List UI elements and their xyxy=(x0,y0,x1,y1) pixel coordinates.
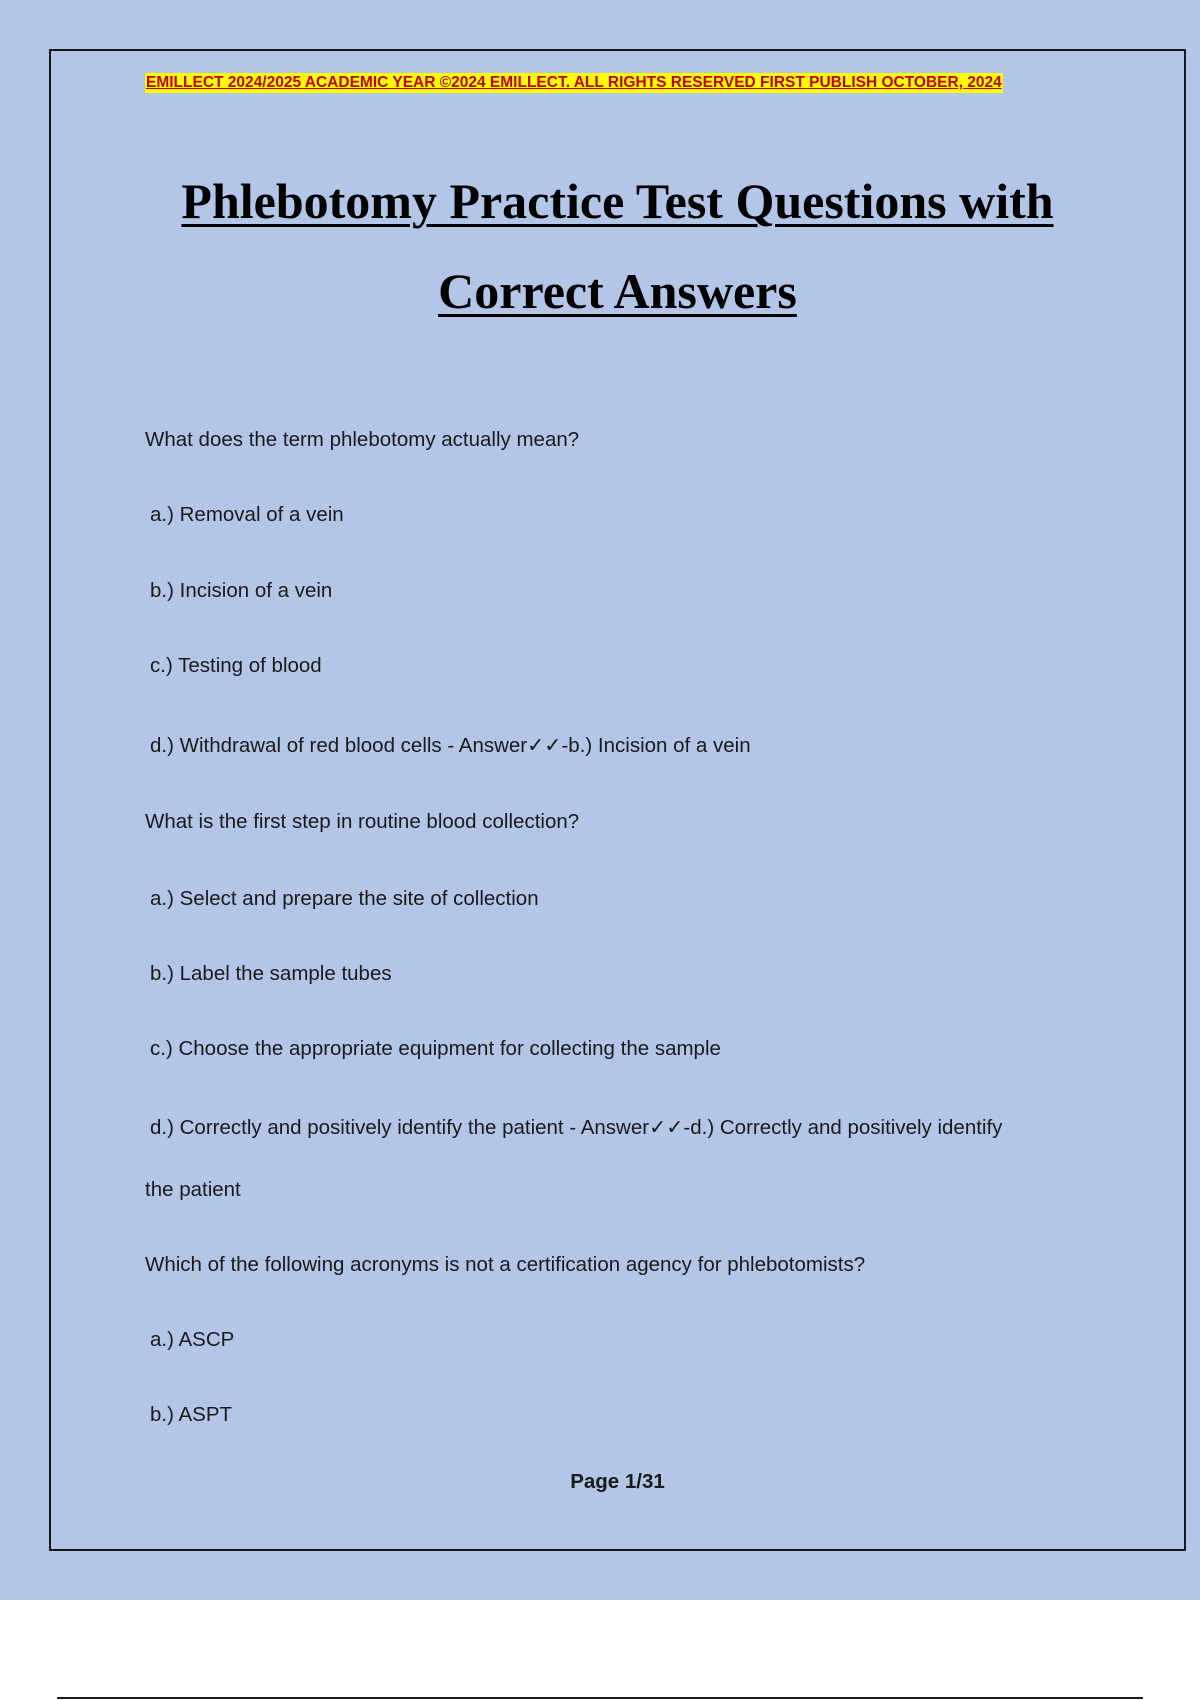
copyright-banner: EMILLECT 2024/2025 ACADEMIC YEAR ©2024 EMILLECT. ALL RIGHTS RESERVED FIRST PUBLISH OCTOBER, 2024 xyxy=(146,74,1002,91)
question-2-text: What is the first step in routine blood collection? xyxy=(145,810,580,833)
question-2-answer-continuation: the patient xyxy=(145,1178,241,1201)
question-3-text: Which of the following acronyms is not a certification agency for phlebotomists? xyxy=(145,1253,866,1276)
document-title-line-1: Phlebotomy Practice Test Questions with xyxy=(181,173,1054,229)
question-3-option-b: b.) ASPT xyxy=(150,1403,233,1426)
question-2-option-a: a.) Select and prepare the site of collection xyxy=(150,887,539,910)
question-2-option-d-answer: d.) Correctly and positively identify the patient - Answer✓✓-d.) Correctly and positively identify xyxy=(150,1116,1003,1139)
bottom-divider xyxy=(57,1697,1143,1699)
question-1-option-b: b.) Incision of a vein xyxy=(150,579,333,602)
question-1-option-a: a.) Removal of a vein xyxy=(150,503,344,526)
page-number: Page 1/31 xyxy=(570,1470,665,1493)
question-1-text: What does the term phlebotomy actually mean? xyxy=(145,428,580,451)
question-2-option-c: c.) Choose the appropriate equipment for collecting the sample xyxy=(150,1037,721,1060)
question-3-option-a: a.) ASCP xyxy=(150,1328,235,1351)
document-title-line-2: Correct Answers xyxy=(438,263,797,319)
question-1-option-d-answer: d.) Withdrawal of red blood cells - Answer✓✓-b.) Incision of a vein xyxy=(150,734,751,757)
question-2-option-b: b.) Label the sample tubes xyxy=(150,962,392,985)
question-1-option-c: c.) Testing of blood xyxy=(150,654,322,677)
